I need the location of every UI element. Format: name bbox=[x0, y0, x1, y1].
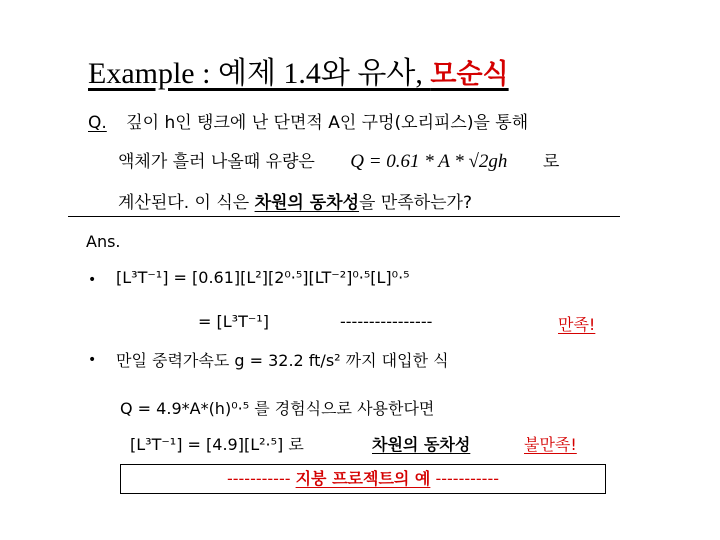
footer-dashes-left: ----------- bbox=[226, 469, 291, 488]
question-text-1: 깊이 h인 탱크에 난 단면적 A인 구멍(오리피스)을 통해 bbox=[126, 113, 529, 133]
bullet-1-verdict: 만족! bbox=[558, 315, 596, 334]
footer-note-text: 지붕 프로젝트의 예 bbox=[295, 469, 431, 488]
bullet-1-rhs: = [L³T⁻¹] bbox=[198, 312, 269, 331]
page-title bbox=[88, 48, 509, 92]
footer-note-box bbox=[120, 464, 606, 494]
bullet-2-emphasis: 차원의 동차성 bbox=[372, 435, 471, 454]
question-text-3b: 을 만족하는가? bbox=[359, 193, 472, 213]
answer-label: Ans. bbox=[86, 232, 121, 251]
question-text-3a: 계산된다. 이 식은 bbox=[118, 193, 255, 213]
bullet-2-line-2: Q = 4.9*A*(h)⁰·⁵ 를 경험식으로 사용한다면 bbox=[120, 399, 435, 418]
footer-dashes-right: ----------- bbox=[435, 469, 499, 488]
question-line-2 bbox=[118, 147, 559, 173]
question-line-1 bbox=[88, 108, 528, 133]
bullet-1-lhs: [L³T⁻¹] = [0.61][L²][2⁰·⁵][LT⁻²]⁰·⁵[L]⁰·⁵ bbox=[116, 268, 410, 287]
bullet-1-icon: • bbox=[88, 272, 97, 288]
bullet-2-verdict: 불만족! bbox=[524, 435, 577, 454]
question-label: Q. bbox=[88, 113, 107, 133]
flow-formula: Q = 0.61 * A * √2gh bbox=[350, 151, 508, 172]
question-line-3 bbox=[118, 188, 472, 213]
bullet-2-icon: • bbox=[88, 352, 97, 368]
bullet-2-equation: [L³T⁻¹] = [4.9][L²·⁵] 로 bbox=[130, 435, 304, 454]
question-text-2b: 로 bbox=[542, 152, 560, 172]
bullet-2-line-1: 만일 중력가속도 g = 32.2 ft/s² 까지 대입한 식 bbox=[116, 351, 449, 370]
title-highlight: 모순식 bbox=[430, 59, 509, 90]
divider-line bbox=[68, 216, 620, 217]
bullet-1-dashes: ---------------- bbox=[340, 312, 433, 331]
question-emphasis: 차원의 동차성 bbox=[254, 193, 360, 213]
question-text-2a: 액체가 흘러 나올때 유량은 bbox=[118, 152, 315, 172]
title-prefix: Example : 예제 1.4와 유사, bbox=[88, 57, 431, 90]
